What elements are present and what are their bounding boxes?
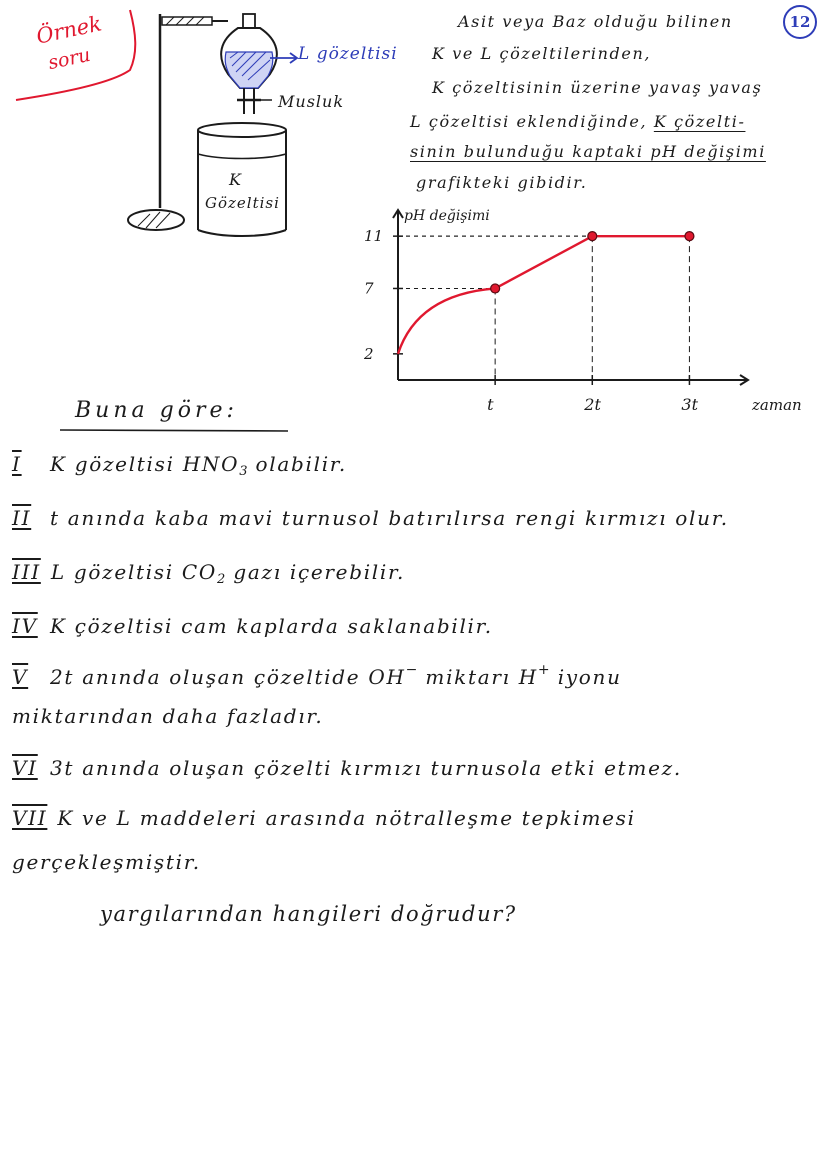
statement-2-number: II — [12, 506, 32, 530]
closing-question: yargılarından hangileri doğrudur? — [100, 902, 517, 926]
x-tick-label: t — [487, 395, 494, 414]
y-axis-label: pH değişimi — [404, 208, 490, 224]
statement-1-number: I — [12, 452, 22, 476]
intro-line-4-plain: L çözeltisi eklendiğinde, — [410, 112, 654, 131]
l-solution-label: L gözeltisi — [298, 44, 398, 64]
statement-4 — [12, 614, 493, 638]
intro-line-2: K ve L çözeltilerinden, — [432, 44, 652, 63]
intro-line-4-underlined: K çözelti- — [653, 112, 746, 131]
intro-line-3: K çözeltisinin üzerine yavaş yavaş — [432, 78, 763, 97]
statement-7-text: K ve L maddeleri arasında nötralleşme tepkimesi — [57, 806, 636, 830]
y-tick-label: 2 — [364, 344, 374, 363]
statement-7 — [12, 806, 636, 830]
tap-label: Musluk — [278, 92, 345, 111]
x-axis-label: zaman — [752, 396, 802, 414]
buna-gore-text: Buna göre: — [75, 398, 238, 423]
statement-5-text: 2t anında oluşan çözeltide OH — [50, 665, 406, 689]
statement-5-line-2: miktarından daha fazladır. — [12, 704, 324, 728]
statement-5-sup-2: + — [537, 662, 550, 678]
y-tick-label: 7 — [364, 279, 374, 298]
statement-5 — [12, 662, 622, 689]
statement-3-text: L gözeltisi CO — [50, 560, 218, 584]
buna-gore-underline — [60, 426, 292, 434]
k-solution-label: Gözeltisi — [205, 194, 280, 212]
k-label: K — [229, 170, 241, 189]
ph-curve — [398, 236, 689, 354]
ph-chart — [350, 200, 820, 420]
intro-line-5: sinin bulunduğu kaptaki pH değişimi — [410, 142, 766, 161]
statement-7-line-2: gerçekleşmiştir. — [12, 850, 201, 874]
statement-7-number: VII — [12, 806, 48, 830]
statement-1 — [12, 452, 347, 479]
data-point — [588, 232, 597, 241]
separatory-funnel — [221, 14, 277, 114]
intro-line-1: Asit veya Baz olduğu bilinen — [458, 12, 733, 31]
question-number-badge: 12 — [783, 5, 817, 39]
statement-5-text-after: iyonu — [549, 665, 622, 689]
statement-3 — [12, 560, 405, 587]
statement-1-sub: 3 — [239, 464, 248, 479]
statement-6-text: 3t anında oluşan çözelti kırmızı turnusola etki etmez. — [50, 756, 682, 780]
statement-4-number: IV — [12, 614, 38, 638]
statement-1-text-after: olabilir. — [247, 452, 347, 476]
statement-2-text: t anında kaba mavi turnusol batırılırsa rengi kırmızı olur. — [50, 506, 729, 530]
y-tick-label: 11 — [364, 227, 384, 246]
statement-6-number: VI — [12, 756, 38, 780]
beaker — [198, 123, 286, 236]
statement-3-sub: 2 — [217, 572, 226, 587]
ornek-label: Örnek — [34, 11, 104, 49]
statement-5-sup-1: − — [405, 662, 418, 678]
x-tick-label: 2t — [584, 395, 601, 414]
stand-base — [128, 210, 184, 230]
statement-6 — [12, 756, 682, 780]
statement-3-number: III — [12, 560, 41, 584]
data-point — [491, 284, 500, 293]
statement-5-number: V — [12, 665, 29, 689]
buna-gore-heading — [75, 398, 238, 423]
statement-2 — [12, 506, 729, 530]
intro-line-4 — [410, 112, 745, 131]
x-tick-label: 3t — [681, 395, 699, 414]
statement-4-text: K çözeltisi cam kaplarda saklanabilir. — [50, 614, 493, 638]
data-point — [685, 232, 694, 241]
statement-5-text-mid: miktarı H — [417, 665, 538, 689]
soru-label: soru — [46, 43, 93, 75]
statement-1-text: K gözeltisi HNO — [50, 452, 240, 476]
statement-3-text-after: gazı içerebilir. — [225, 560, 406, 584]
intro-line-6: grafikteki gibidir. — [416, 173, 588, 192]
